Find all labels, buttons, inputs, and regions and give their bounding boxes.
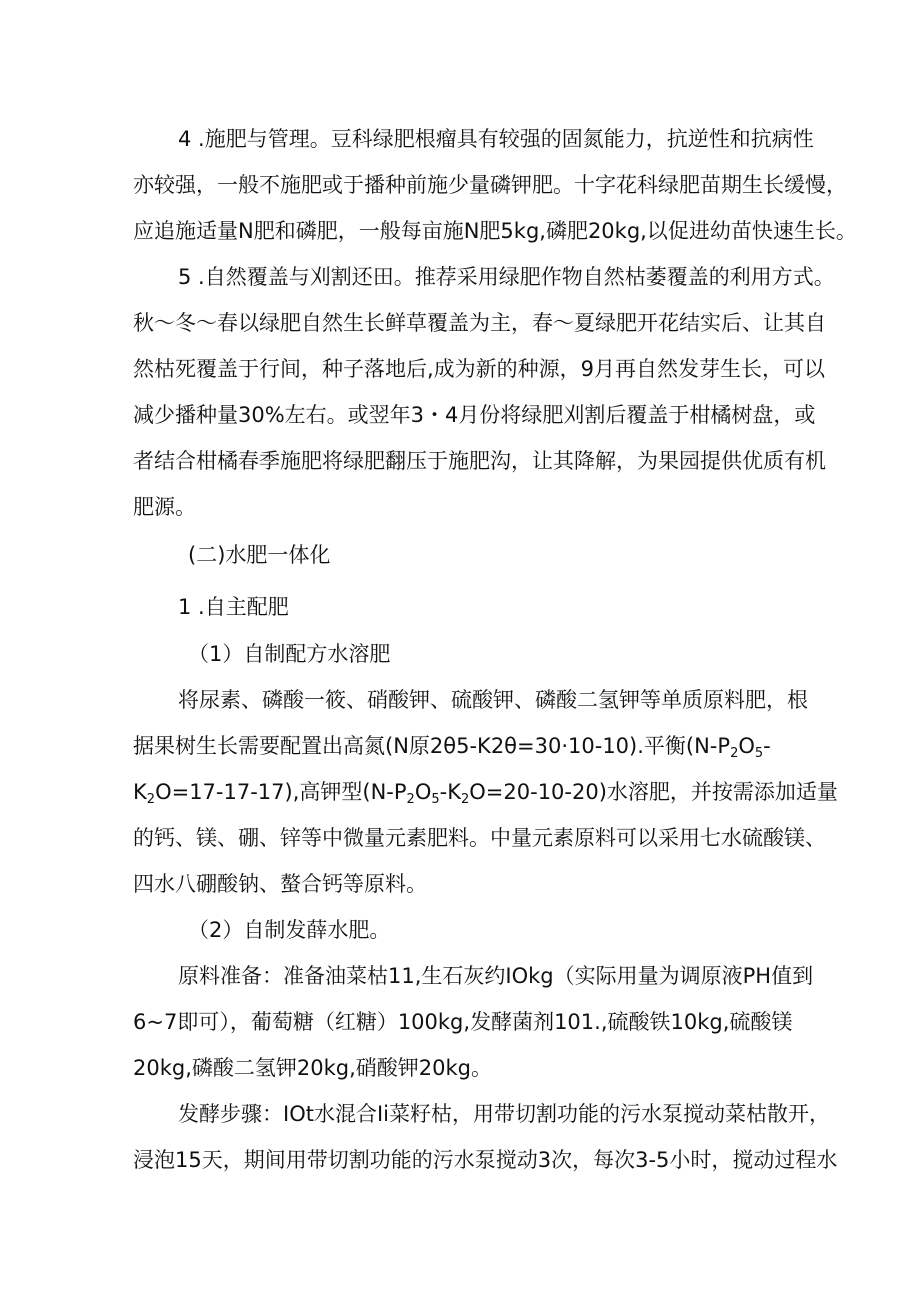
paragraph-6-line-3 [133, 778, 838, 806]
paragraph-6-line-4: 的钙、镁、硼、锌等中微量元素肥料。中量元素原料可以采用七水硫酸镁、 [133, 826, 826, 850]
subscript: 2 [146, 792, 156, 807]
subscript: 2 [730, 746, 739, 761]
subscript: 2 [460, 792, 470, 807]
formula-text: O=17-17-17),高钾型(N-P [155, 780, 407, 804]
paragraph-5-line-5: 者结合柑橘春季施肥将绿肥翻压于施肥沟，让其降解，为果园提供优质有机 [133, 449, 826, 473]
paragraph-5-line-1: 5 .自然覆盖与刈割还田。推荐采用绿肥作物自然枯萎覆盖的利用方式。 [178, 265, 835, 289]
formula-text: O [414, 780, 432, 804]
paragraph-5-line-3: 然枯死覆盖于行间，种子落地后,成为新的种源，9月再自然发芽生长，可以 [133, 357, 826, 381]
formula-text: - [763, 734, 771, 758]
sub-item-heading-2: （2）自制发薛水肥。 [188, 918, 391, 942]
paragraph-4-line-1: 4 .施肥与管理。豆科绿肥根瘤具有较强的固氮能力，抗逆性和抗病性 [178, 127, 814, 151]
paragraph-7-line-2: 6~7即可），葡萄糖（红糖）100kg,发酵菌剂101.,硫酸铁10kg,硫酸镁 [133, 1010, 793, 1034]
sub-item-heading-1: （1）自制配方水溶肥 [188, 642, 391, 666]
paragraph-4-line-2: 亦较强，一般不施肥或于播种前施少量磷钾肥。十字花科绿肥苗期生长缓慢， [133, 173, 847, 197]
paragraph-6-line-5: 四水八硼酸钠、螯合钙等原料。 [133, 872, 427, 896]
subscript: 2 [406, 792, 415, 807]
section-heading-2: (二)水肥一体化 [188, 543, 331, 567]
paragraph-8-line-2: 浸泡15天，期间用带切割功能的污水泵搅动3次，每次3-5小时，搅动过程水 [133, 1148, 838, 1172]
paragraph-7-line-1: 原料准备：准备油菜枯11,生石灰约IOkg（实际用量为调原液PH值到 [178, 964, 814, 988]
paragraph-5-line-6: 肥源。 [133, 495, 196, 519]
subscript: 5 [754, 746, 764, 761]
formula-text: O=20-10-20)水溶肥，并按需添加适量 [469, 780, 838, 804]
paragraph-5-line-4: 减少播种量30%左右。或翌年3・4月份将绿肥刈割后覆盖于柑橘树盘，或 [133, 403, 816, 427]
paragraph-4-line-3: 应追施适量N肥和磷肥，一般每亩施N肥5kg,磷肥20kg,以促进幼苗快速生长。 [133, 219, 857, 243]
item-heading-1: 1 .自主配肥 [178, 595, 289, 619]
formula-text: K [133, 780, 147, 804]
formula-text: O [738, 734, 755, 758]
paragraph-8-line-1: 发酵步骤：IOt水混合Ii菜籽枯，用带切割功能的污水泵搅动菜枯散开， [178, 1102, 830, 1126]
subscript: 5 [431, 792, 440, 807]
paragraph-7-line-3: 20kg,磷酸二氢钾20kg,硝酸钾20kg。 [133, 1056, 492, 1080]
formula-text: 据果树生长需要配置出高氮(N原2θ5-K2θ=30·10-10).平衡(N-P [133, 734, 731, 758]
paragraph-5-line-2: 秋〜冬〜春以绿肥自然生长鲜草覆盖为主，春〜夏绿肥开花结实后、让其自 [133, 311, 826, 335]
formula-text: -K [439, 780, 461, 804]
paragraph-6-line-1: 将尿素、磷酸一筱、硝酸钾、硫酸钾、磷酸二氢钾等单质原料肥，根 [178, 688, 808, 712]
paragraph-6-line-2 [133, 732, 771, 760]
